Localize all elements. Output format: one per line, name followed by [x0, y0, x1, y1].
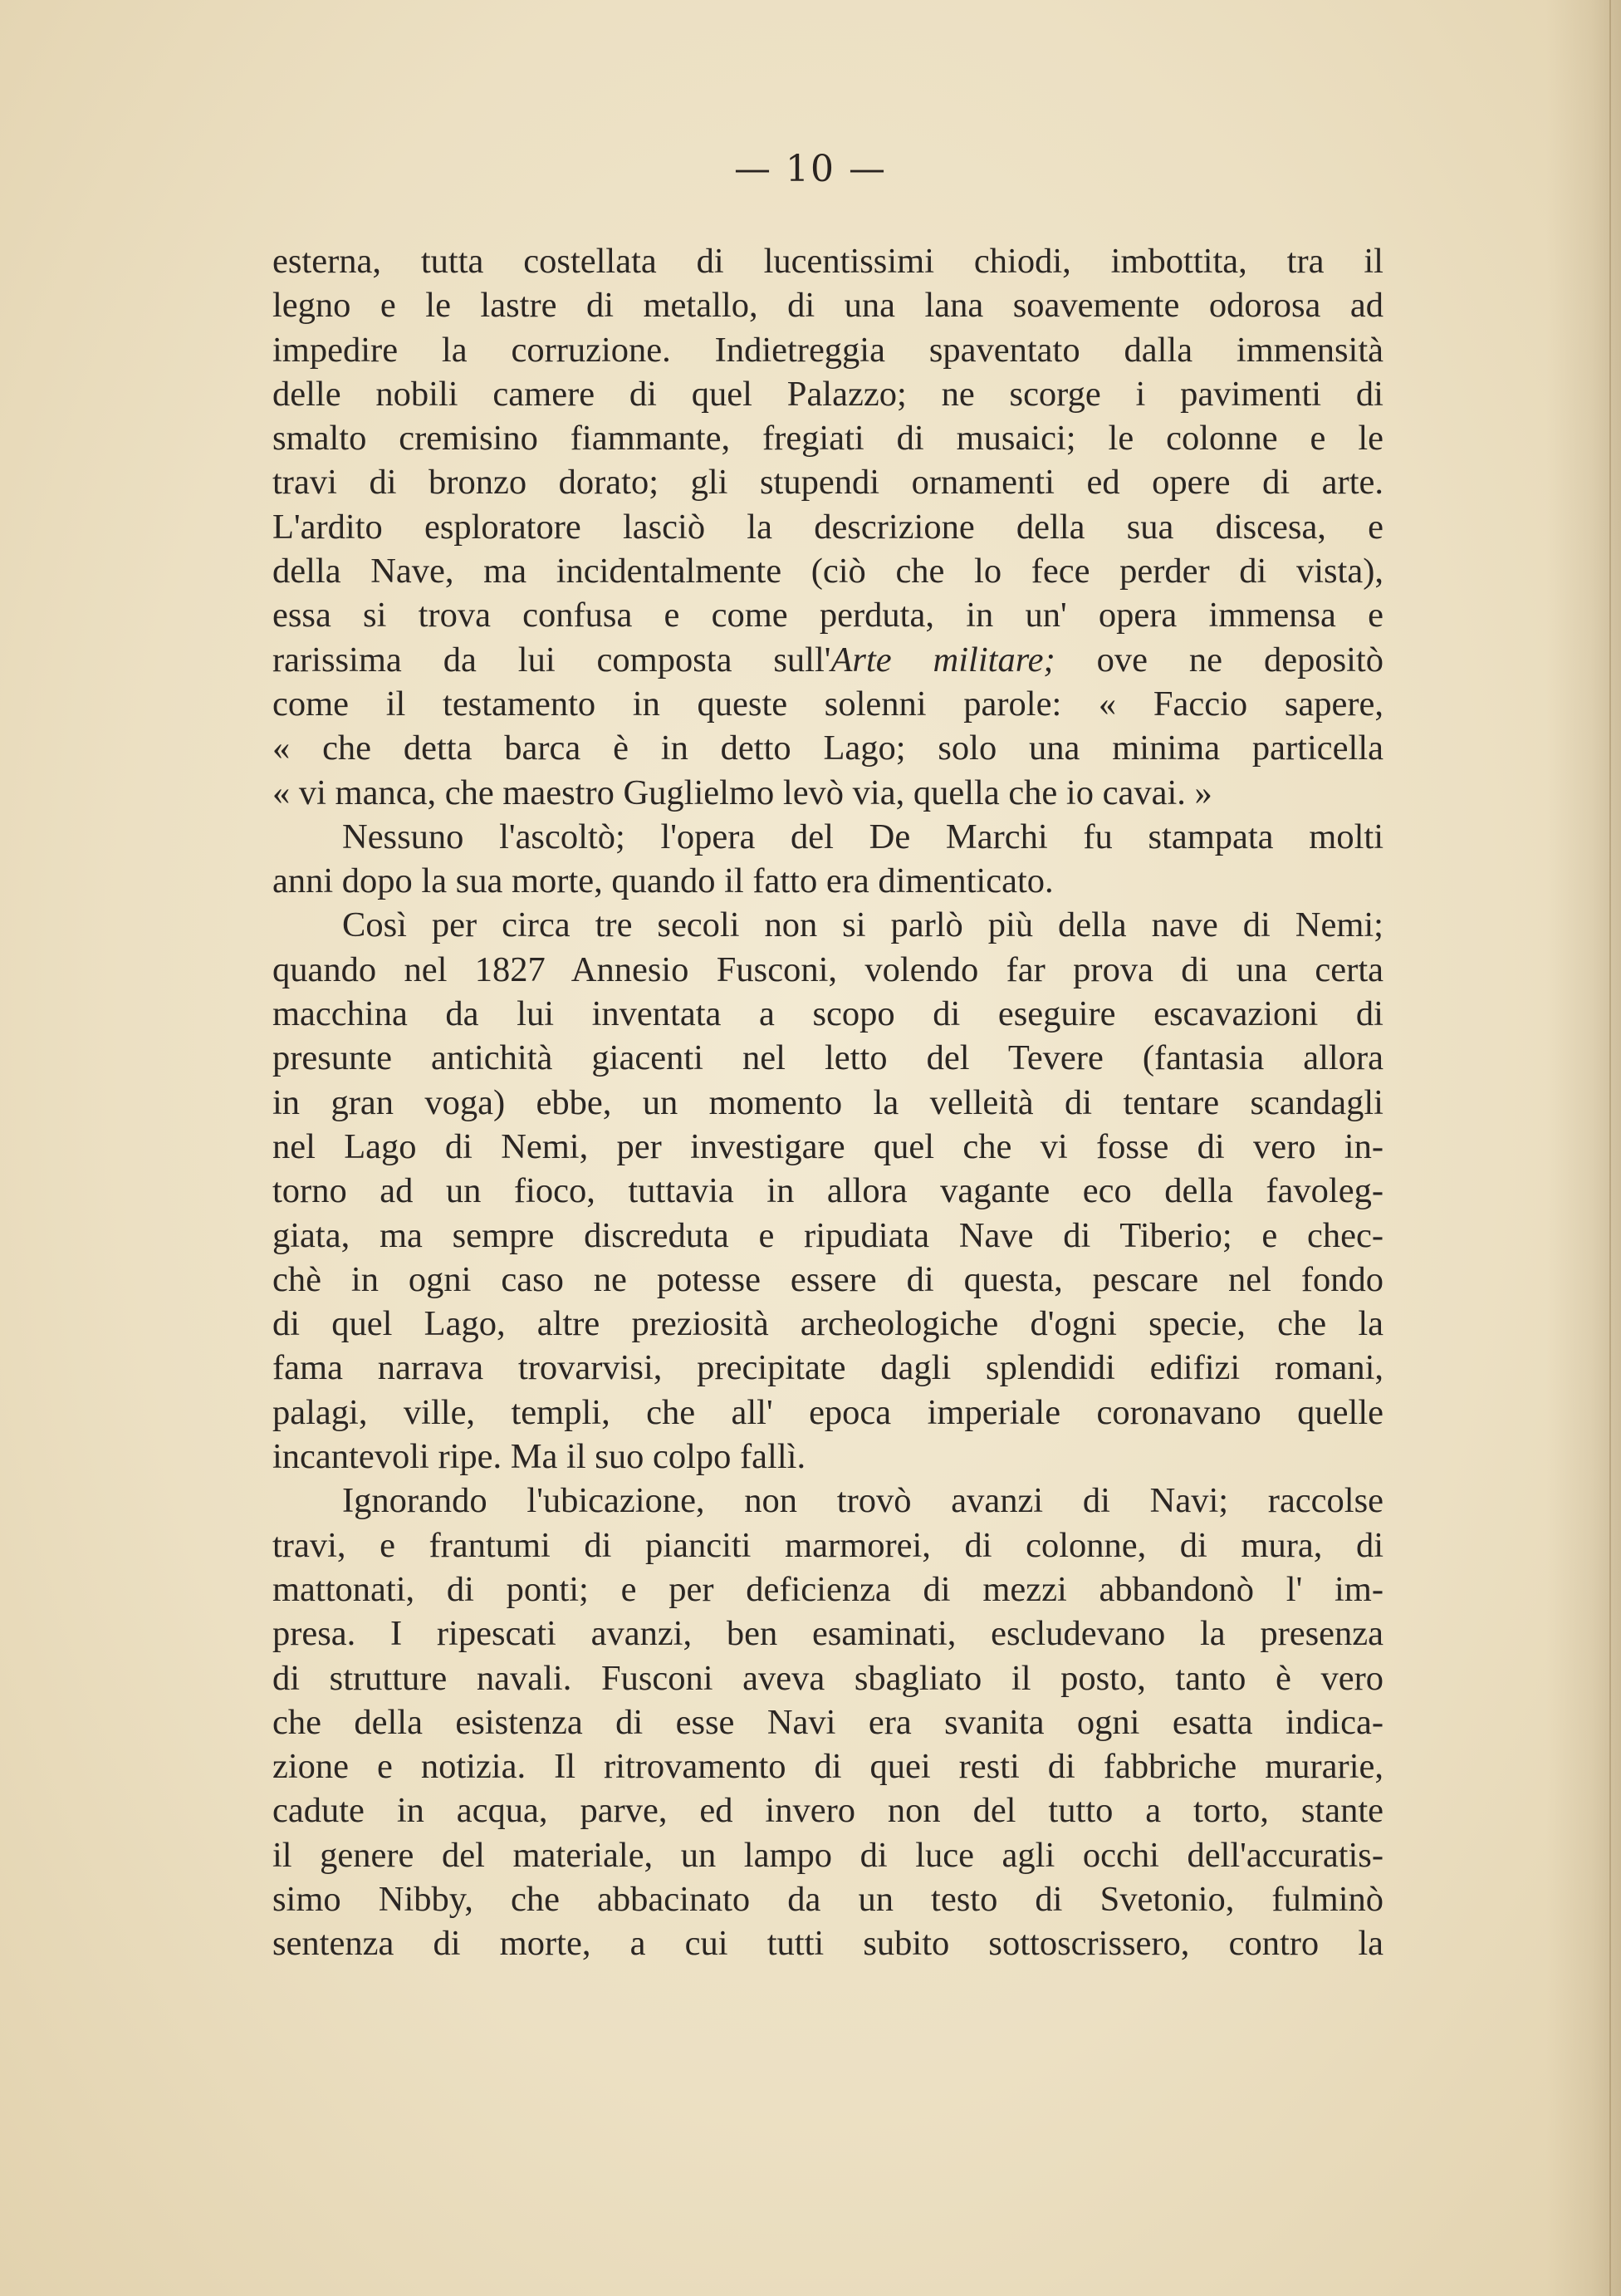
text-line: presunte antichità giacenti nel letto del Tevere (fantasia allora	[272, 1038, 1383, 1078]
body-text	[272, 239, 1383, 1966]
text-segment: ove ne depositò	[1055, 640, 1383, 679]
page-number: — 10 —	[734, 148, 887, 190]
text-line	[272, 638, 1383, 682]
text-line: fama narrava trovarvisi, precipitate dagli splendidi edifizi romani,	[272, 1348, 1383, 1388]
text-line: impedire la corruzione. Indietreggia spaventato dalla immensità	[272, 330, 1383, 370]
text-segment: rarissima da lui composta sull'	[272, 640, 831, 679]
text-line: smalto cremisino fiammante, fregiati di musaici; le colonne e le	[272, 419, 1383, 459]
text-line: come il testamento in queste solenni parole: « Faccio sapere,	[272, 684, 1383, 724]
text-line: il genere del materiale, un lampo di luce agli occhi dell'accuratis-	[272, 1835, 1383, 1875]
text-line: palagi, ville, templi, che all' epoca imperiale coronavano quelle	[272, 1392, 1383, 1432]
page-fold-line	[1609, 0, 1611, 2296]
text-line: esterna, tutta costellata di lucentissimi chiodi, imbottita, tra il	[272, 242, 1383, 281]
text-line: giata, ma sempre discreduta e ripudiata Nave di Tiberio; e chec-	[272, 1215, 1383, 1255]
text-line: simo Nibby, che abbacinato da un testo di Svetonio, fulminò	[272, 1879, 1383, 1919]
text-line: cadute in acqua, parve, ed invero non del tutto a torto, stante	[272, 1791, 1383, 1831]
text-line: « vi manca, che maestro Guglielmo levò via, quella che io cavai. »	[272, 773, 1212, 812]
text-line: anni dopo la sua morte, quando il fatto era dimenticato.	[272, 861, 1054, 901]
text-line: presa. I ripescati avanzi, ben esaminati, escludevano la presenza	[272, 1614, 1383, 1654]
text-line: travi di bronzo dorato; gli stupendi ornamenti ed opere di arte.	[272, 463, 1383, 503]
text-line: zione e notizia. Il ritrovamento di quei resti di fabbriche murarie,	[272, 1747, 1383, 1787]
text-line: in gran voga) ebbe, un momento la velleità di tentare scandagli	[272, 1082, 1383, 1122]
text-line: sentenza di morte, a cui tutti subito sottoscrissero, contro la	[272, 1924, 1383, 1964]
text-line: delle nobili camere di quel Palazzo; ne scorge i pavimenti di	[272, 374, 1383, 414]
text-line: Così per circa tre secoli non si parlò più della nave di Nemi;	[342, 905, 1383, 945]
text-line: mattonati, di ponti; e per deficienza di mezzi abbandonò l' im-	[272, 1569, 1383, 1609]
text-line: della Nave, ma incidentalmente (ciò che lo fece perder di vista),	[272, 552, 1383, 591]
text-line: chè in ogni caso ne potesse essere di questa, pescare nel fondo	[272, 1259, 1383, 1299]
text-line: legno e le lastre di metallo, di una lana soavemente odorosa ad	[272, 286, 1383, 326]
text-line: Ignorando l'ubicazione, non trovò avanzi di Navi; raccolse	[342, 1481, 1383, 1521]
text-line: macchina da lui inventata a scopo di eseguire escavazioni di	[272, 994, 1383, 1034]
text-line: Nessuno l'ascoltò; l'opera del De Marchi fu stampata molti	[342, 817, 1383, 856]
text-line: incantevoli ripe. Ma il suo colpo fallì.	[272, 1437, 806, 1477]
text-line: che della esistenza di esse Navi era svanita ogni esatta indica-	[272, 1702, 1383, 1742]
text-line: L'ardito esploratore lasciò la descrizione della sua discesa, e	[272, 507, 1383, 547]
text-line: di strutture navali. Fusconi aveva sbagliato il posto, tanto è vero	[272, 1658, 1383, 1698]
text-line: travi, e frantumi di pianciti marmorei, di colonne, di mura, di	[272, 1525, 1383, 1565]
text-line: quando nel 1827 Annesio Fusconi, volendo far prova di una certa	[272, 949, 1383, 989]
text-line: di quel Lago, altre preziosità archeologiche d'ogni specie, che la	[272, 1304, 1383, 1344]
text-line: « che detta barca è in detto Lago; solo una minima particella	[272, 729, 1383, 768]
text-line: essa si trova confusa e come perduta, in un' opera immensa e	[272, 596, 1383, 635]
italic-title: Arte militare;	[830, 640, 1055, 679]
text-line: nel Lago di Nemi, per investigare quel che vi fosse di vero in-	[272, 1126, 1383, 1166]
text-line: torno ad un fioco, tuttavia in allora vagante eco della favoleg-	[272, 1171, 1383, 1211]
